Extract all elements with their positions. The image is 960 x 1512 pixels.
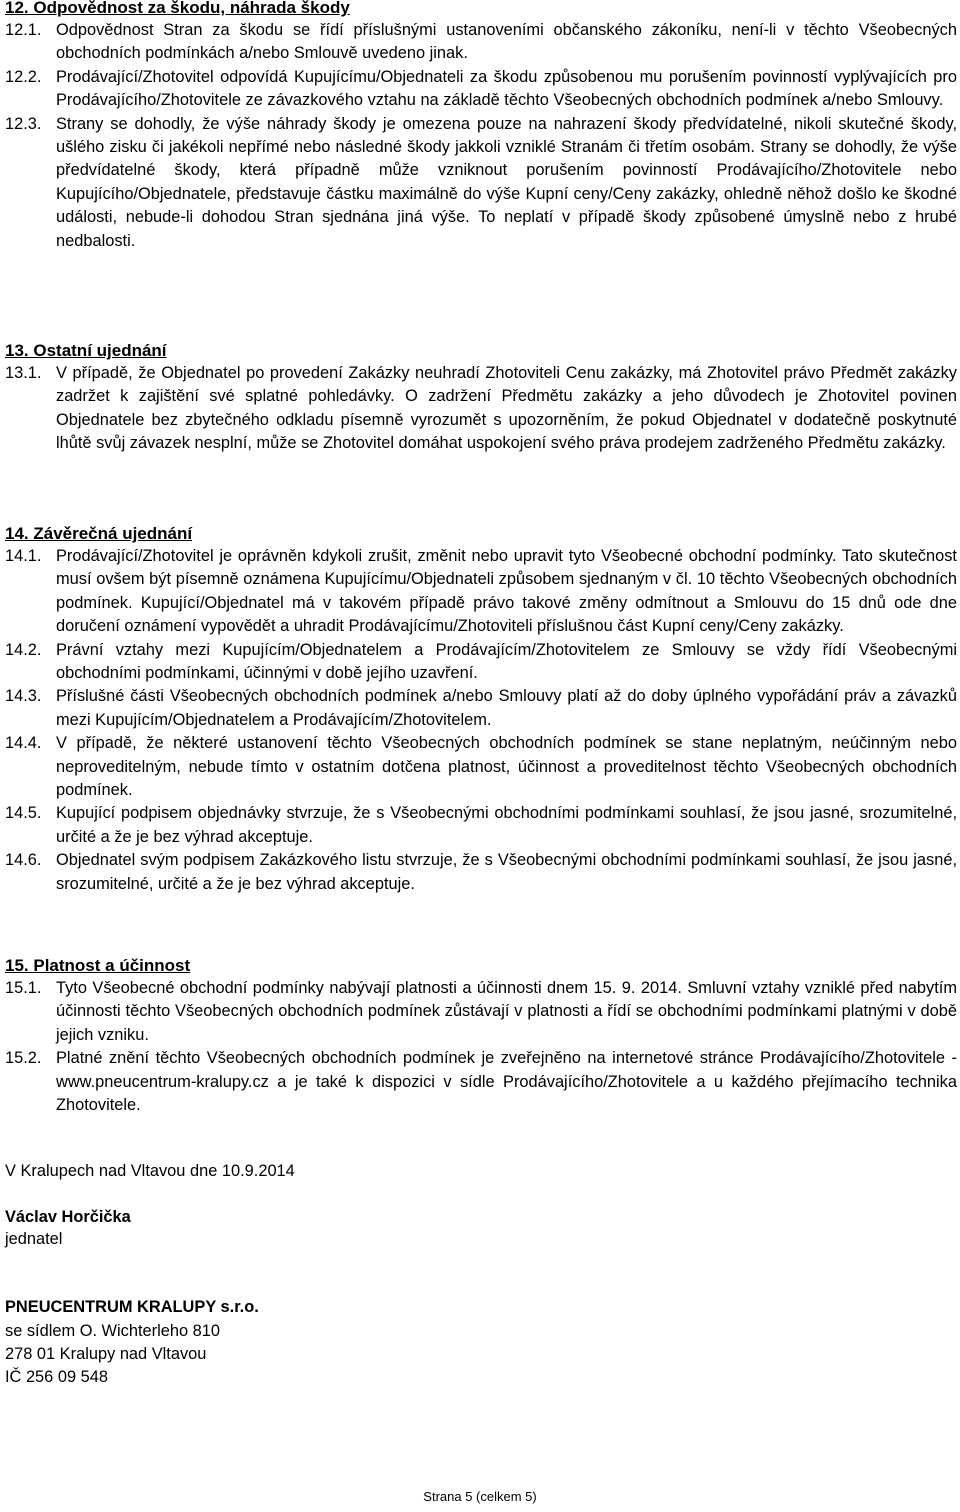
clause-text: Strany se dohodly, že výše náhrady škody je omezena pouze na nahrazení škody předvídatelné, nikoli skutečné škody, ušlého zisku či jakékoli nepřímé nebo následné škody jakkoli vzniklé Stranám či třetím osobám. Strany se dohodly, že výše předvídatelné škody, která případně může vzniknout porušením povinností Prodávajícího/Zhotovitele nebo Kupujícího/Objednatele, představuje částku maximálně do výše Kupní ceny/Ceny zakázky, ohledně něhož došlo ke škodné události, nebude-li dohodou Stran sjednána jiná výše. To neplatí v případě škody způsobené úmyslně nebo z hrubé nedbalosti. [56, 114, 957, 250]
clause-text: Prodávající/Zhotovitel odpovídá Kupujícímu/Objednateli za škodu způsobenou mu porušením povinností vyplývajících pro Prodávajícího/Zhotovitele ze závazkového vztahu na základě těchto Všeobecných obchodních podmínek a/nebo Smlouvy. [56, 67, 957, 110]
company-address-line2: 278 01 Kralupy nad Vltavou [5, 1345, 207, 1363]
clause-number: 14.1. [5, 547, 42, 565]
clause-text: Objednatel svým podpisem Zakázkového listu stvrzuje, že s Všeobecnými obchodními podmínkami souhlasí, že jsou jasné, srozumitelné, určité a že je bez výhrad akceptuje. [56, 851, 957, 893]
clause-number: 14.4. [5, 734, 42, 753]
section-heading: 14. Závěrečná ujednání [5, 524, 193, 543]
place-and-date: V Kralupech nad Vltavou dne 10.9.2014 [5, 1162, 295, 1180]
section-15 [5, 955, 957, 1117]
company-name: PNEUCENTRUM KRALUPY s.r.o. [5, 1298, 259, 1316]
clause-14-6 [5, 849, 957, 896]
clause-15-2 [5, 1047, 957, 1117]
clause-13-1 [5, 362, 957, 456]
clause-14-1 [5, 545, 957, 639]
section-13 [5, 340, 957, 456]
clause-number: 14.6. [5, 851, 42, 870]
clause-14-5 [5, 802, 957, 849]
company-id-number: IČ 256 09 548 [5, 1368, 108, 1386]
clause-text: Právní vztahy mezi Kupujícím/Objednatelem a Prodávajícím/Zhotovitelem ze Smlouvy se vždy řídí Všeobecnými obchodními podmínkami, účinnými v době jejího uzavření. [56, 640, 957, 683]
clause-number: 15.2. [5, 1049, 42, 1068]
clause-number: 14.5. [5, 804, 42, 823]
clause-number: 14.2. [5, 640, 42, 659]
signatory-name: Václav Horčička [5, 1208, 131, 1226]
clause-12-2 [5, 66, 957, 113]
section-heading: 15. Platnost a účinnost [5, 956, 191, 975]
clause-number: 13.1. [5, 364, 42, 382]
page-footer: Strana 5 (celkem 5) [423, 1489, 537, 1504]
clause-text: V případě, že Objednatel po provedení Zakázky neuhradí Zhotoviteli Cenu zakázky, má Zhotovitel právo Předmět zakázky zadržet k zajištění své splatné pohledávky. O zadržení Předmětu zakázky a jeho důvodech je Zhotovitel povinen Objednatele bez zbytečného odkladu písemně vyrozumět s upozorněním, že pokud Objednatel v dodatečně poskytnuté lhůtě svůj závazek nesplní, může se Zhotovitel domáhat uspokojení svého práva prodejem zadrženého Předmětu zakázky. [56, 364, 957, 453]
clause-text: Tyto Všeobecné obchodní podmínky nabývají platnosti a účinnosti dnem 15. 9. 2014. Smluvní vztahy vzniklé před nabytím účinnosti těchto Všeobecných obchodních podmínek zůstávají v platnosti a řídí se obchodními podmínkami platnými v době jejich vzniku. [56, 979, 957, 1044]
section-heading: 12. Odpovědnost za škodu, náhrada škody [5, 0, 350, 17]
section-heading: 13. Ostatní ujednání [5, 341, 167, 360]
clause-number: 12.1. [5, 21, 42, 39]
signatory-role: jednatel [5, 1230, 63, 1248]
clause-14-4 [5, 732, 957, 802]
clause-text: Platné znění těchto Všeobecných obchodních podmínek je zveřejněno na internetové stránce Prodávajícího/Zhotovitele - www.pneucentrum-kralupy.cz a je také k dispozici v sídle Prodávajícího/Zhotovitele a u každého přejímacího technika Zhotovitele. [56, 1049, 957, 1115]
clause-text: V případě, že některé ustanovení těchto Všeobecných obchodních podmínek se stane neplatným, neúčinným nebo neproveditelným, nebude tímto v ostatním dotčena platnost, účinnost a proveditelnost těchto Všeobecných obchodních podmínek. [56, 734, 957, 800]
clause-number: 12.2. [5, 67, 42, 86]
clause-12-3 [5, 113, 957, 253]
clause-15-1 [5, 977, 957, 1047]
company-address-line1: se sídlem O. Wichterleho 810 [5, 1322, 220, 1340]
clause-text: Příslušné části Všeobecných obchodních podmínek a/nebo Smlouvy platí až do doby úplného vypořádání práv a závazků mezi Kupujícím/Objednatelem a Prodávajícím/Zhotovitelem. [56, 687, 957, 729]
clause-number: 15.1. [5, 979, 42, 997]
section-12 [5, 0, 957, 253]
clause-14-2 [5, 639, 957, 686]
clause-number: 12.3. [5, 114, 42, 133]
clause-text: Prodávající/Zhotovitel je oprávněn kdykoli zrušit, změnit nebo upravit tyto Všeobecné obchodní podmínky. Tato skutečnost musí ovšem být písemně oznámena Kupujícímu/Objednateli způsobem sjednaným v čl. 10 těchto Všeobecných obchodních podmínek. Kupující/Objednatel má v takovém případě právo takové změny odmítnout a Smlouvu do 15 dnů ode dne doručení oznámení vypovědět a uhradit Prodávajícímu/Zhotoviteli příslušnou část Kupní ceny/Ceny zakázky. [56, 547, 957, 636]
clause-number: 14.3. [5, 687, 42, 706]
clause-text: Kupující podpisem objednávky stvrzuje, že s Všeobecnými obchodními podmínkami souhlasí, že jsou jasné, srozumitelné, určité a že je bez výhrad akceptuje. [56, 804, 957, 846]
clause-text: Odpovědnost Stran za škodu se řídí příslušnými ustanoveními občanského zákoníku, není-li v těchto Všeobecných obchodních podmínkách a/nebo Smlouvě uvedeno jinak. [56, 21, 957, 63]
clause-12-1 [5, 19, 957, 66]
clause-14-3 [5, 685, 957, 732]
section-14 [5, 523, 957, 896]
